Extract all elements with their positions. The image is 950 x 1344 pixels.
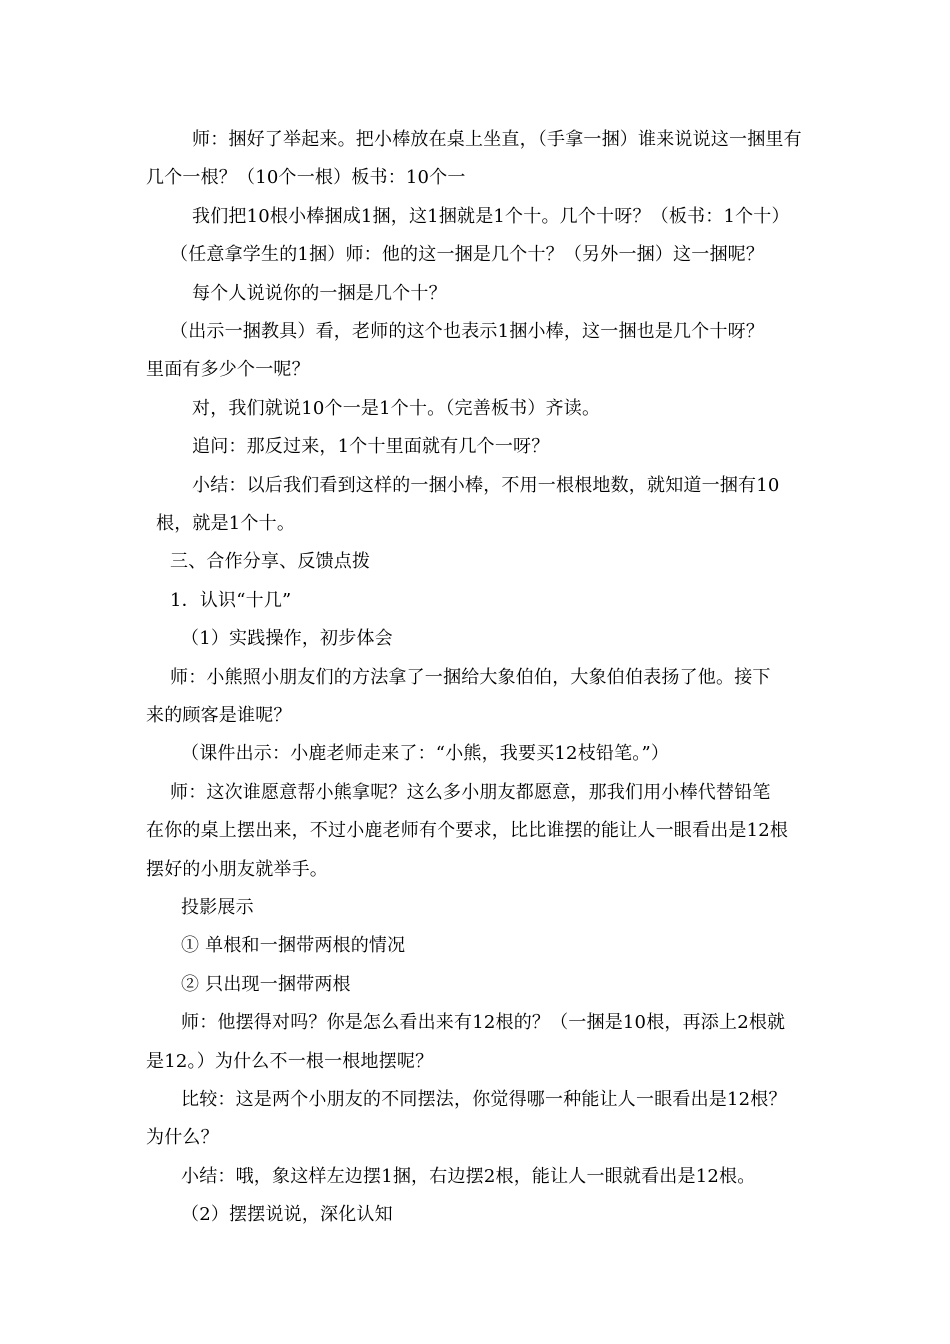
text-line-19: 在你的桌上摆出来，不过小鹿老师有个要求，比比谁摆的能让人一眼看出是12根 [146,820,789,841]
text-line-27: 为什么？ [146,1127,219,1148]
text-line-10: 小结：以后我们看到这样的一捆小棒，不用一根根地数，就知道一捆有10 [192,475,780,496]
text-line-28: 小结：哦，象这样左边摆1捆，右边摆2根，能让人一眼就看出是12根。 [181,1166,756,1187]
section-heading: 三、合作分享、反馈点拨 [170,551,371,572]
text-line-7: 里面有多少个一呢？ [146,359,310,380]
step-heading-1: （1）实践操作，初步体会 [181,628,393,649]
text-line-2: 几个一根？（10个一根）板书：10个一 [146,167,466,188]
text-line-25: 是12。）为什么不一根一根地摆呢？ [146,1051,434,1072]
text-line-21: 投影展示 [181,897,254,918]
text-line-9: 追问：那反过来，1个十里面就有几个一呀？ [192,436,550,457]
text-line-26: 比较：这是两个小朋友的不同摆法，你觉得哪一种能让人一眼看出是12根？ [181,1089,787,1110]
text-line-24: 师：他摆得对吗？你是怎么看出来有12根的？（一捆是10根，再添上2根就 [181,1012,786,1033]
subsection-heading: 1．认识“十几” [170,590,292,611]
step-heading-2: （2）摆摆说说，深化认知 [181,1204,393,1225]
text-line-5: 每个人说说你的一捆是几个十？ [192,283,447,304]
text-line-11: 根，就是1个十。 [156,513,296,534]
text-line-6: （出示一捆教具）看，老师的这个也表示1捆小棒，这一捆也是几个十呀？ [170,321,765,342]
list-item-2: ② 只出现一捆带两根 [181,974,351,995]
text-line-16: 来的顾客是谁呢？ [146,705,292,726]
text-line-20: 摆好的小朋友就举手。 [146,859,328,880]
text-line-8: 对，我们就说10个一是1个十。（完善板书）齐读。 [192,398,601,419]
list-item-1: ① 单根和一捆带两根的情况 [181,935,406,956]
text-line-4: （任意拿学生的1捆）师：他的这一捆是几个十？（另外一捆）这一捆呢？ [170,244,765,265]
text-line-18: 师：这次谁愿意帮小熊拿呢？这么多小朋友都愿意，那我们用小棒代替铅笔 [170,782,771,803]
text-line-15: 师：小熊照小朋友们的方法拿了一捆给大象伯伯，大象伯伯表扬了他。接下 [170,667,771,688]
text-line-17: （课件出示：小鹿老师走来了：“小熊，我要买12枝铅笔。”） [181,743,670,764]
text-line-1: 师：捆好了举起来。把小棒放在桌上坐直，（手拿一捆）谁来说说这一捆里有 [192,129,802,150]
text-line-3: 我们把10根小棒捆成1捆，这1捆就是1个十。几个十呀？（板书：1个十） [192,206,790,227]
